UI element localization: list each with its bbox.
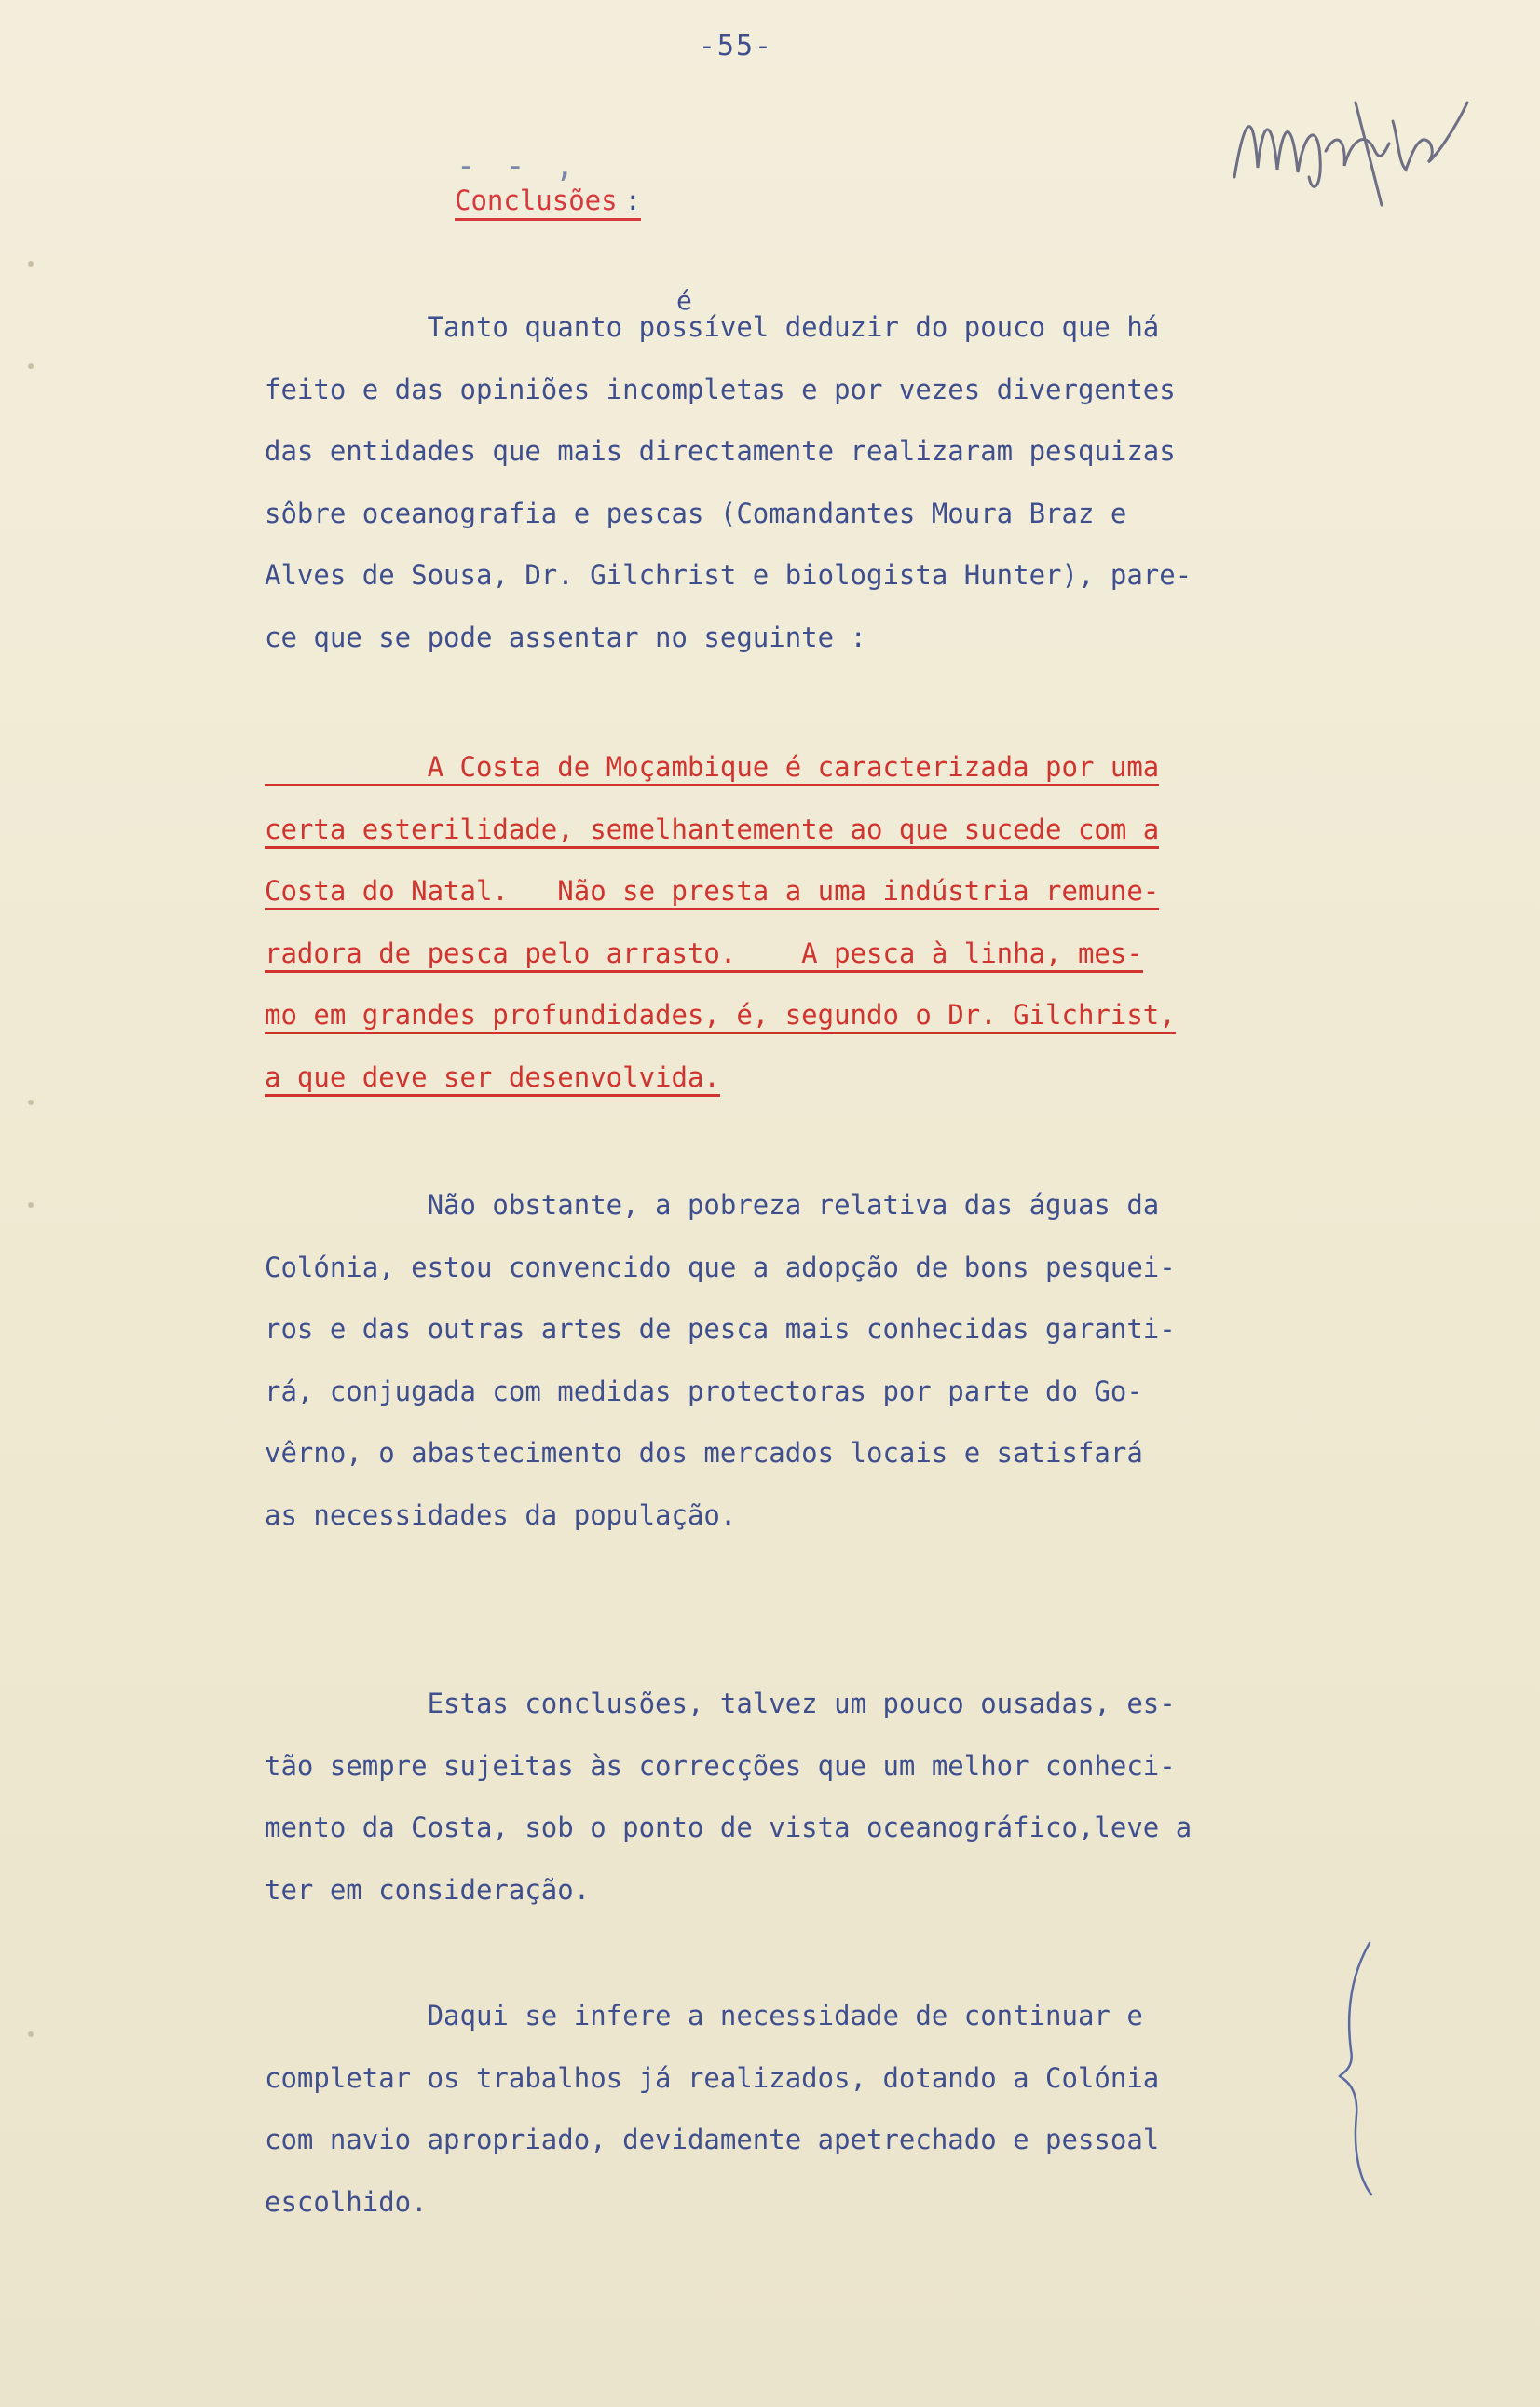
section-heading — [455, 185, 641, 221]
text-line: ce que se pode assentar no seguinte : — [265, 621, 867, 653]
text-line — [265, 799, 1327, 861]
text-line: completar os trabalhos já realizados, dotando a Colónia — [265, 2061, 1160, 2094]
text-line: com navio apropriado, devidamente apetrechado e pessoal — [265, 2124, 1160, 2155]
text-line: Estas conclusões, talvez um pouco ousadas, es- — [265, 1688, 1176, 1719]
binding-hole — [28, 363, 34, 369]
paragraph-3 — [265, 1174, 1327, 1546]
paragraph-4 — [265, 1673, 1327, 1921]
text-line: tão sempre sujeitas às correcções que um melhor conheci- — [265, 1749, 1176, 1782]
binding-hole — [28, 261, 34, 267]
paragraph-5 — [265, 1985, 1327, 2233]
text-line: sôbre oceanografia e pescas (Comandantes Moura Braz e — [265, 497, 1127, 529]
underlined-text: A Costa de Moçambique é caracterizada por uma — [265, 751, 1159, 786]
underlined-text: Costa do Natal. Não se presta a uma indústria remune- — [265, 875, 1159, 910]
paragraph-1 — [265, 296, 1327, 668]
page-number: -55- — [698, 30, 774, 62]
underlined-text: mo em grandes profundidades, é, segundo o Dr. Gilchrist, — [265, 999, 1176, 1034]
underlined-text: certa esterilidade, semelhantemente ao que sucede com a — [265, 814, 1159, 849]
text-line — [265, 1046, 1327, 1109]
binding-hole — [28, 1202, 34, 1208]
underlined-text: radora de pesca pelo arrasto. A pesca à linha, mes- — [265, 937, 1143, 973]
heading-text: Conclusões — [455, 185, 618, 216]
inserted-accent-e: é — [676, 285, 692, 316]
stray-typed-mark: - - , — [457, 147, 580, 185]
text-line: Alves de Sousa, Dr. Gilchrist e biologista Hunter), pare- — [265, 559, 1192, 591]
text-line — [265, 736, 1327, 799]
text-line: feito e das opiniões incompletas e por vezes divergentes — [265, 373, 1176, 405]
text-line: Tanto quanto possível deduzir do pouco que há — [265, 311, 1160, 343]
underlined-text: a que deve ser desenvolvida. — [265, 1061, 720, 1097]
binding-hole — [28, 2031, 34, 2037]
binding-holes — [20, 233, 48, 2097]
heading-colon: : — [624, 185, 642, 216]
margin-bracket-mark — [1332, 1938, 1397, 2199]
handwritten-signature — [1216, 65, 1486, 214]
text-line — [265, 923, 1327, 985]
paragraph-2-highlighted — [265, 736, 1327, 1108]
text-line: Não obstante, a pobreza relativa das águas da — [265, 1189, 1160, 1221]
text-line — [265, 860, 1327, 923]
text-line: escolhido. — [265, 2185, 428, 2218]
text-line: ros e das outras artes de pesca mais conhecidas garanti- — [265, 1313, 1176, 1345]
text-line: Colónia, estou convencido que a adopção de bons pesquei- — [265, 1251, 1176, 1283]
text-line: as necessidades da população. — [265, 1498, 737, 1531]
text-line: Daqui se infere a necessidade de continuar e — [265, 2000, 1143, 2031]
text-line: ter em consideração. — [265, 1873, 591, 1906]
text-line: vêrno, o abastecimento dos mercados locais e satisfará — [265, 1437, 1143, 1469]
binding-hole — [28, 1100, 34, 1105]
text-line: rá, conjugada com medidas protectoras por parte do Go- — [265, 1374, 1143, 1407]
text-line: das entidades que mais directamente realizaram pesquizas — [265, 435, 1176, 467]
text-line: mento da Costa, sob o ponto de vista oceanográfico,leve a — [265, 1812, 1192, 1843]
text-line — [265, 984, 1327, 1046]
